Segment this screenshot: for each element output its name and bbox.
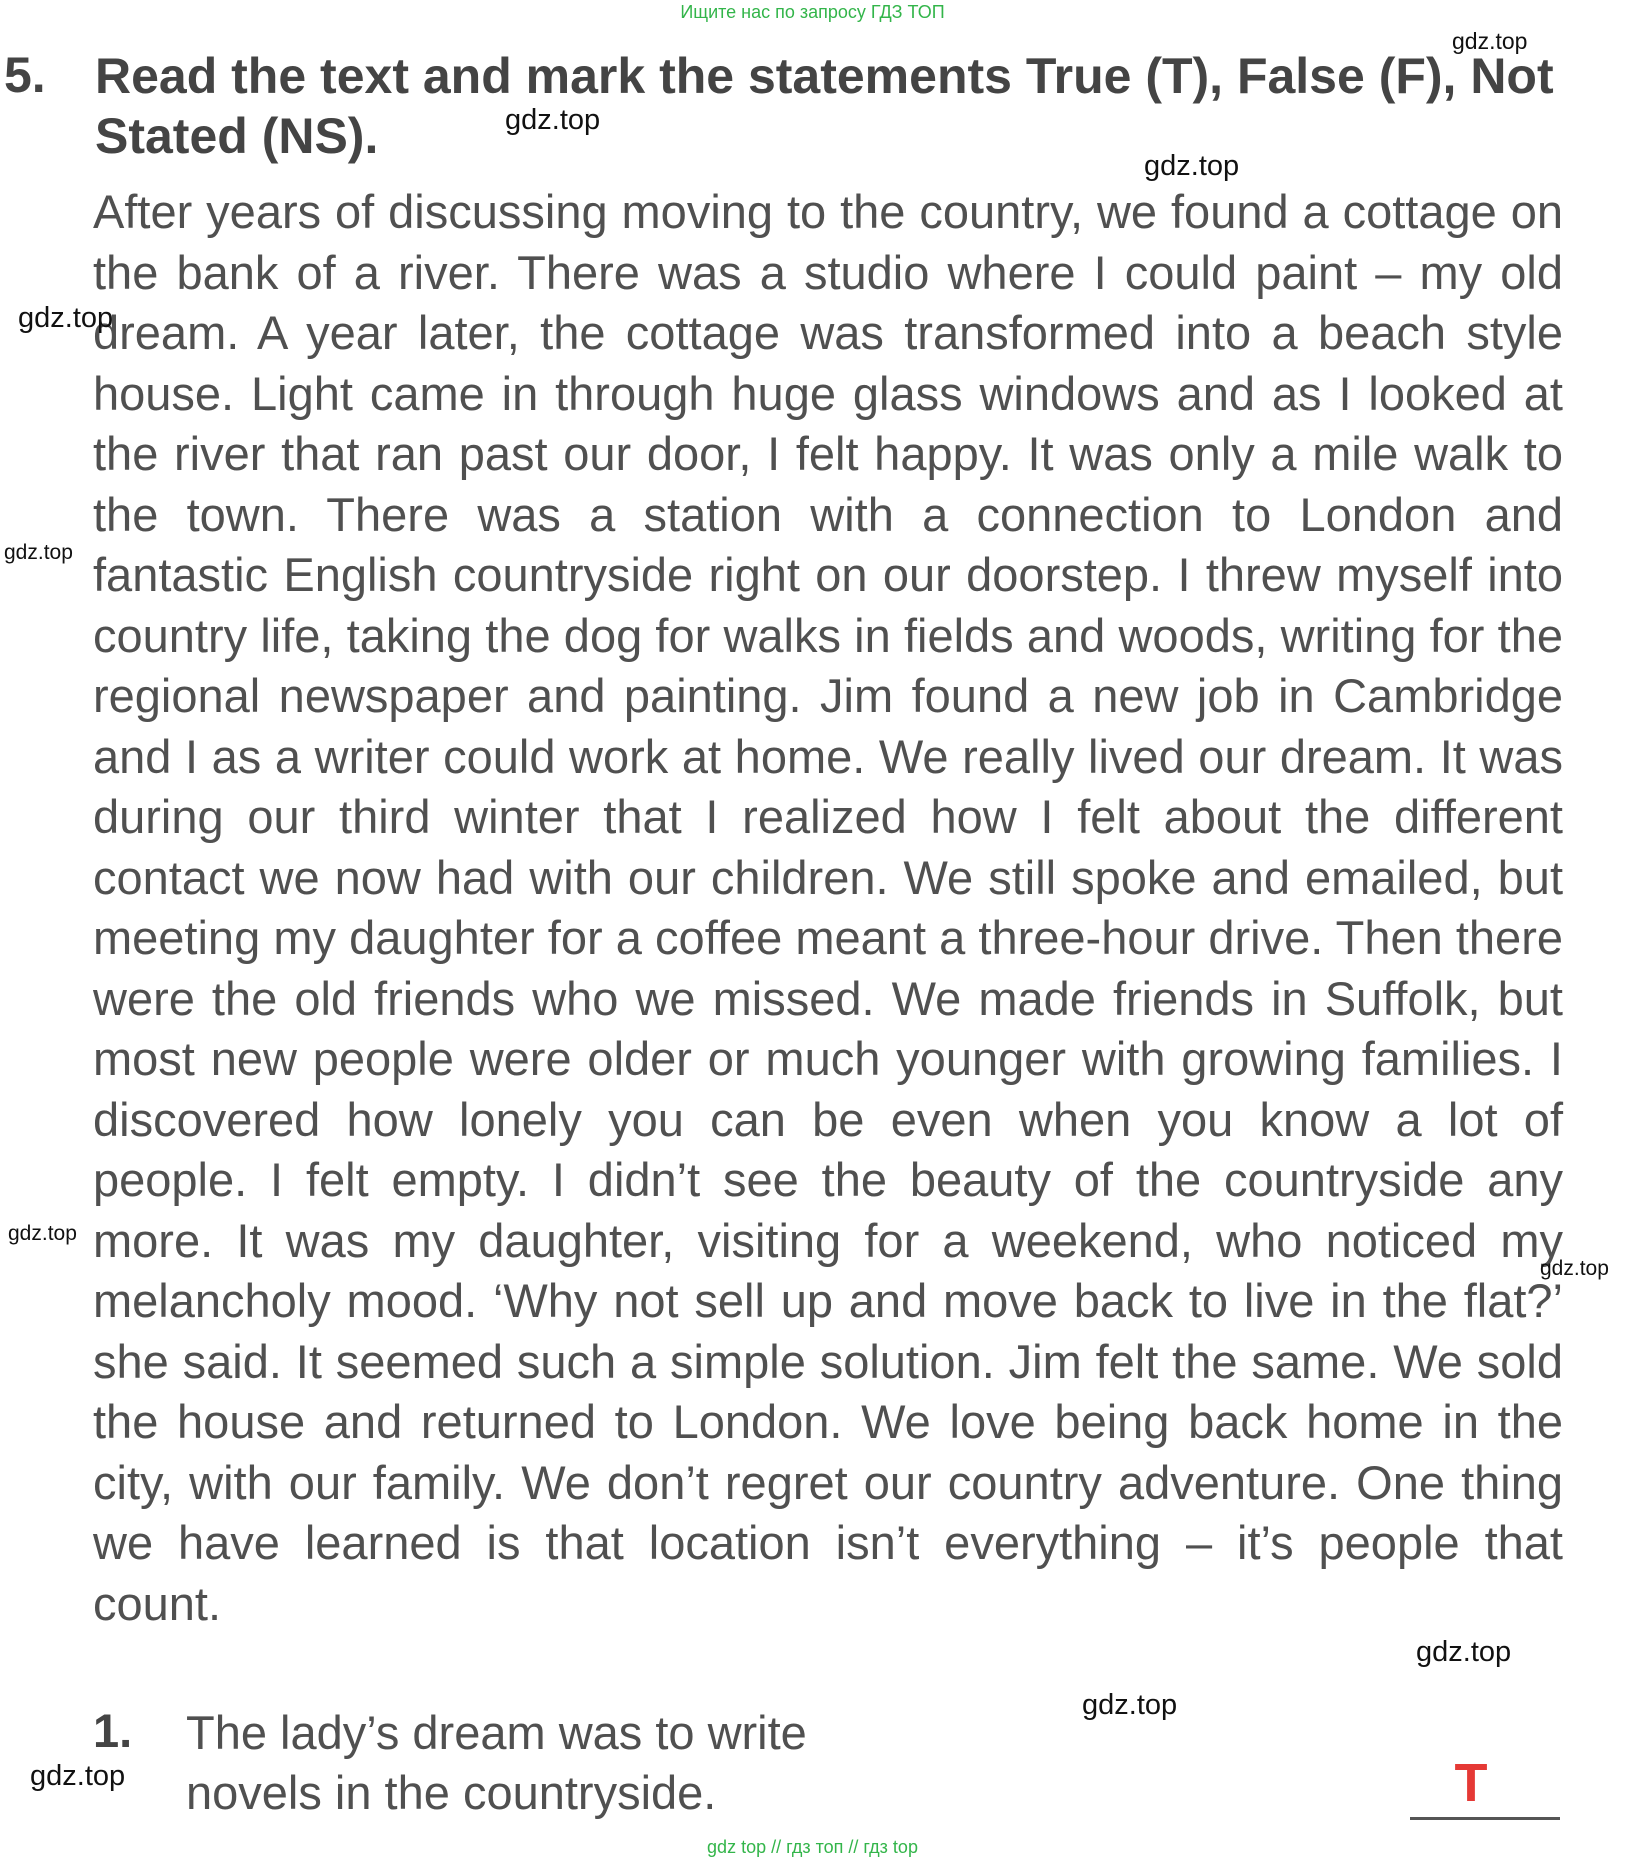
watermark: gdz.top — [30, 1760, 126, 1792]
watermark: gdz.top — [505, 104, 601, 136]
reading-passage: After years of discussing moving to the country, we found a cottage on the bank of a river. There was a studio where I could paint – my old dream. A year later, the cottage was transformed into a beach style house. Light came in through huge glass windows and as I looked at the river that ran past our door, I felt happy. It was only a mile walk to the town. There was a station with a connection to London and fantastic English countryside right on our doorstep. I threw myself into country life, taking the dog for walks in fields and woods, writing for the regional newspaper and painting. Jim found a new job in Cambridge and I as a writer could work at home. We really lived our dream. It was during our third winter that I realized how I felt about the different contact we now had with our children. We still spoke and emailed, but meeting my daughter for a coffee meant a three-hour drive. Then there were the old friends who we missed. We made friends in Suffolk, but most new people were older or much younger with growing families. I discovered how lonely you can be even when you know a lot of people. I felt empty. I didn’t see the beauty of the countryside any more. It was my daughter, visiting for a weekend, who noticed my melancholy mood. ‘Why not sell up and move back to live in the flat?’ she said. It seemed such a simple solution. Jim felt the same. We sold the house and returned to London. We love being back home in the city, with our family. We don’t regret our country adventure. One thing we have learned is that location isn’t everything – it’s people that count. — [93, 185, 1563, 1630]
task-number: 5. — [4, 47, 46, 103]
top-banner: Ищите нас по запросу ГДЗ ТОП — [680, 2, 945, 22]
answer-line — [1410, 1817, 1560, 1820]
watermark: gdz.top — [8, 1222, 77, 1245]
watermark: gdz.top — [1452, 28, 1528, 54]
watermark: gdz.top — [18, 302, 114, 334]
watermark: gdz.top — [1540, 1257, 1609, 1280]
statement-text: The lady’s dream was to write novels in the countryside. — [186, 1706, 807, 1819]
bottom-banner: gdz top // гдз топ // гдз top — [707, 1837, 918, 1857]
watermark: gdz.top — [1416, 1636, 1512, 1668]
answer-mark: T — [1454, 1753, 1488, 1813]
task-title: Read the text and mark the statements True (T), False (F), Not Stated (NS). — [95, 48, 1554, 164]
watermark: gdz.top — [1082, 1689, 1178, 1721]
statement-number: 1. — [93, 1704, 133, 1757]
watermark: gdz.top — [4, 541, 73, 564]
watermark: gdz.top — [1144, 150, 1240, 182]
